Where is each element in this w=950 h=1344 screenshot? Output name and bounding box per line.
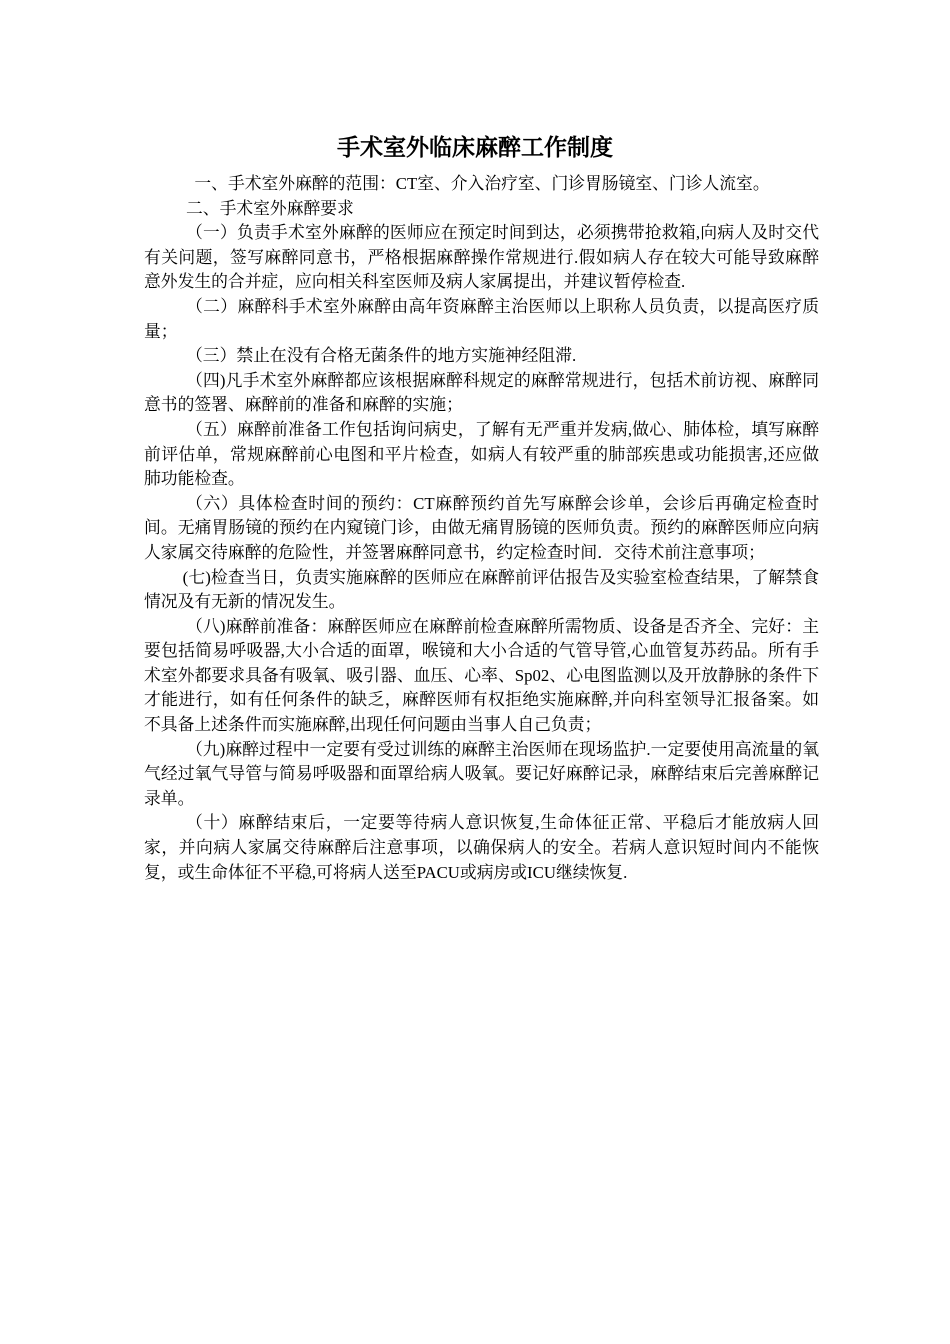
- document-title: 手术室外临床麻醉工作制度: [337, 134, 613, 161]
- paragraph-item-5: （五）麻醉前准备工作包括询问病史，了解有无严重并发病,做心、肺体检，填写麻醉前评估单，常规麻醉前心电图和平片检查，如病人有较严重的肺部疾患或功能损害,还应做肺功能检查。: [144, 419, 819, 489]
- paragraph-item-3: （三）禁止在没有合格无菌条件的地方实施神经阻滞.: [186, 346, 577, 366]
- paragraph-scope: 一、手术室外麻醉的范围：CT室、介入治疗室、门诊胃肠镜室、门诊人流室。: [194, 174, 770, 193]
- paragraph-requirements-heading: 二、手术室外麻醉要求: [186, 198, 354, 218]
- paragraph-item-7: (七)检查当日，负责实施麻醉的医师应在麻醉前评估报告及实验室检查结果，了解禁食情况及有无新的情况发生。: [144, 567, 819, 612]
- paragraph-item-9: （九)麻醉过程中一定要有受过训练的麻醉主治医师在现场监护.一定要使用高流量的氧气经过氧气导管与简易呼吸器和面罩给病人吸氧。要记好麻醉记录，麻醉结束后完善麻醉记录单。: [144, 739, 819, 808]
- document-body: [144, 172, 819, 885]
- paragraph-item-1: （一）负责手术室外麻醉的医师应在预定时间到达，必须携带抢救箱,向病人及时交代有关问题，签写麻醉同意书，严格根据麻醉操作常规进行.假如病人存在较大可能导致麻醉意外发生的合并症，应向相关科室医师及病人家属提出，并建议暂停检查.: [144, 223, 819, 292]
- paragraph-item-2: （二）麻醉科手术室外麻醉由高年资麻醉主治医师以上职称人员负责，以提高医疗质量；: [144, 296, 819, 341]
- paragraph-item-4: （四)凡手术室外麻醉都应该根据麻醉科规定的麻醉常规进行，包括术前访视、麻醉同意书的签署、麻醉前的准备和麻醉的实施；: [144, 370, 819, 415]
- paragraph-item-6: （六）具体检查时间的预约：CT麻醉预约首先写麻醉会诊单，会诊后再确定检查时间。无痛胃肠镜的预约在内窥镜门诊，由做无痛胃肠镜的医师负责。预约的麻醉医师应向病人家属交待麻醉的危险性，并签署麻醉同意书，约定检查时间．交待术前注意事项；: [144, 493, 819, 562]
- paragraph-item-8: （八)麻醉前准备：麻醉医师应在麻醉前检查麻醉所需物质、设备是否齐全、完好：主要包括简易呼吸器,大小合适的面罩，喉镜和大小合适的气管导管,心血管复苏药品。所有手术室外都要求具备有吸氧、吸引器、血压、心率、Sp02、心电图监测以及开放静脉的条件下才能进行，如有任何条件的缺乏，麻醉医师有权拒绝实施麻醉,并向科室领导汇报备案。如不具备上述条件而实施麻醉,出现任何问题由当事人自己负责；: [144, 616, 819, 735]
- paragraph-item-10: （十）麻醉结束后，一定要等待病人意识恢复,生命体征正常、平稳后才能放病人回家，并向病人家属交待麻醉后注意事项，以确保病人的安全。若病人意识短时间内不能恢复，或生命体征不平稳,可将病人送至PACU或病房或ICU继续恢复.: [144, 813, 819, 882]
